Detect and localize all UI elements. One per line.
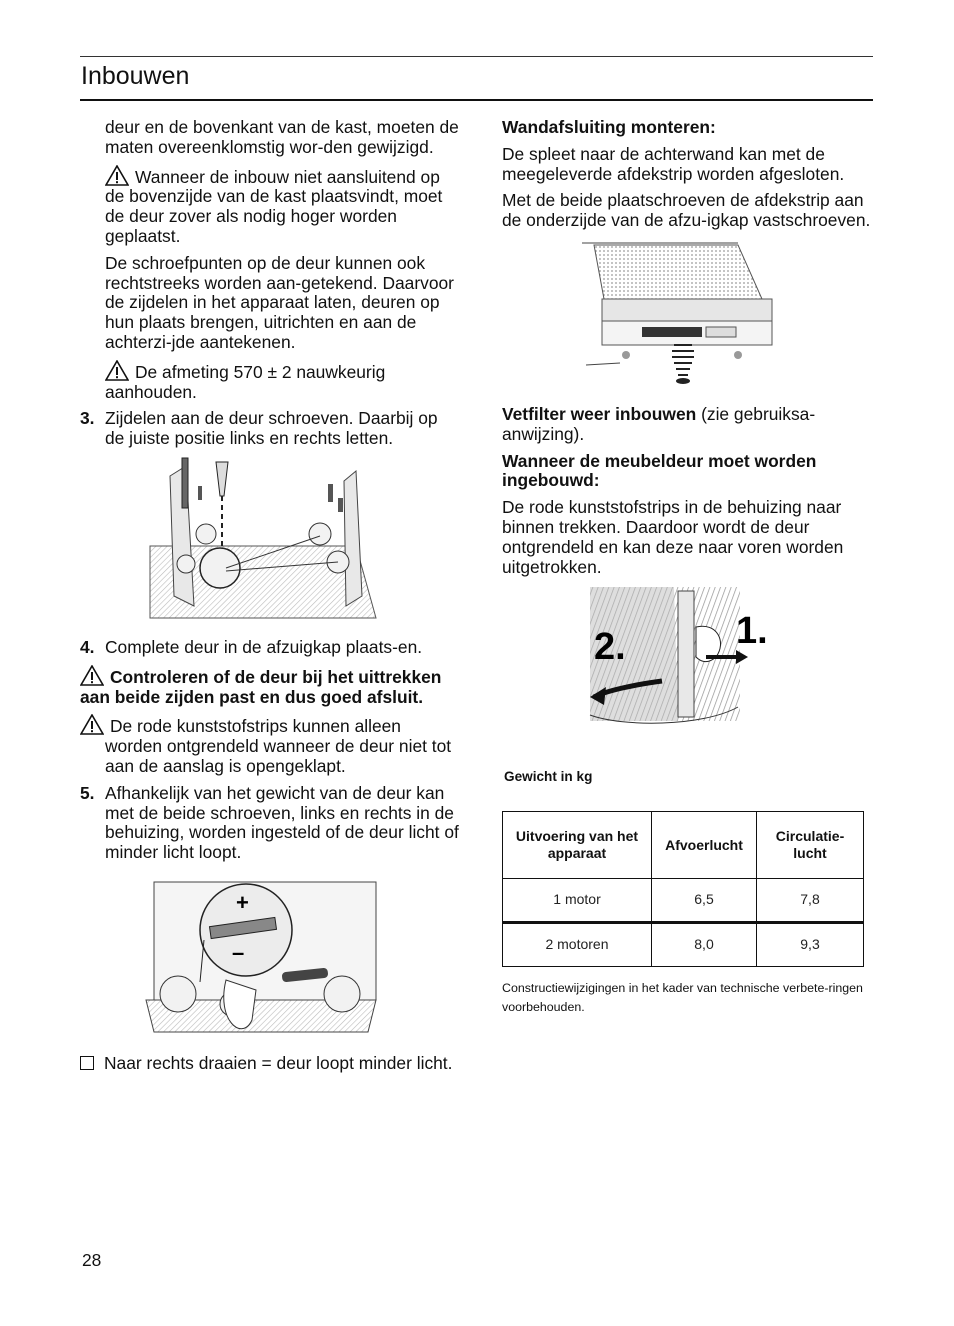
warning-paragraph-bold [80,665,460,708]
figure-label-2: 2. [594,626,626,669]
adjustment-screw-illustration [76,870,456,1042]
table-header: Afvoerlucht [652,812,757,879]
weight-table [502,811,864,967]
minus-sign: – [232,939,245,965]
header-rule-bottom [80,99,873,101]
table-cell: 1 motor [503,879,652,923]
warning-text: De afmeting 570 ± 2 nauwkeurig aanhouden. [105,361,386,402]
step-number: 3. [80,408,95,429]
right-column [502,118,874,1030]
warning-text: De rode kunststofstrips kunnen alleen worden ontgrendeld wanneer de deur niet tot aan de aanslag is opengeklapt. [105,716,452,776]
inline-text: (zie gebruiksa-anwijzing). [502,403,816,444]
warning-text: Controleren of de deur bij het uittrekken aan beide zijden past en dus goed afsluit. [80,666,442,707]
warning-icon [105,360,131,380]
paragraph: De schroefpunten op de deur kunnen ook rechtstreeks worden aan-getekend. Daarvoor de zijdelen in het apparaat laten, deuren op hun plaats brengen, uitrichten en aan de achterzi-jde aantekenen. [105,252,454,352]
checkbox-icon [80,1056,94,1070]
step-4 [80,638,460,658]
section-heading: Wandafsluiting monteren: [502,117,716,137]
step-number: 4. [80,636,95,657]
warning-icon [80,714,106,734]
table-cell: 7,8 [757,879,864,923]
checkbox-text: Naar rechts draaien = deur loopt minder licht. [104,1052,453,1073]
table-row [503,879,864,923]
footnote: Constructiewijzigingen in het kader van technische verbete-ringen voorbehouden. [502,981,863,1015]
weight-table-title: Gewicht in kg [504,769,593,785]
paragraph: Met de beide plaatschroeven de afdekstrip aan de onderzijde van de afzu-igkap vastschroeven. [502,190,871,231]
step-number: 5. [80,782,95,803]
paragraph [502,405,874,445]
section-heading: Wanneer de meubeldeur moet worden ingebouwd: [502,450,817,491]
paragraph: deur en de bovenkant van de kast, moeten de maten overeenklomstig wor-den gewijzigd. [105,117,459,157]
warning-icon [80,665,106,685]
step-text: Complete deur in de afzuigkap plaats-en. [105,636,423,657]
table-row [503,923,864,967]
door-sidepanel-illustration [76,456,456,626]
step-3 [80,409,460,449]
figure-label-1: 1. [736,610,768,653]
step-5 [80,784,460,863]
table-cell: 2 motoren [503,923,652,967]
paragraph: De rode kunststofstrips in de behuizing naar binnen trekken. Daardoor wordt de deur ontgrendeld en kan deze naar voren worden uitgetrokken. [502,497,844,577]
page-title: Inbouwen [81,62,190,90]
release-strip-illustration [502,587,874,727]
inline-bold: Vetfilter weer inbouwen [502,403,697,424]
warning-paragraph [80,360,460,403]
warning-text: Wanneer de inbouw niet aansluitend op de bovenzijde van de kast plaatsvindt, moet de deur zover als nodig hoger worden geplaatst. [105,166,443,246]
left-column [80,118,460,1081]
step-text: Zijdelen aan de deur schroeven. Daarbij op de juiste positie links en rechts letten. [105,408,438,449]
warning-paragraph [80,714,460,776]
checkbox-item [80,1054,460,1074]
table-header: Circulatie-lucht [757,812,864,879]
step-text: Afhankelijk van het gewicht van de deur kan met de beide schroeven, links en rechts in de behuizing, worden ingesteld of de deur licht of minder licht loopt. [105,782,459,863]
warning-paragraph [80,165,460,247]
table-cell: 9,3 [757,923,864,967]
table-cell: 6,5 [652,879,757,923]
plus-sign: + [236,889,249,915]
cover-strip-illustration [502,241,874,393]
warning-icon [105,165,131,185]
header-rule-top [80,56,873,57]
table-cell: 8,0 [652,923,757,967]
table-header: Uitvoering van het apparaat [503,812,652,879]
page-number: 28 [82,1250,102,1270]
table-header-row [503,812,864,879]
paragraph: De spleet naar de achterwand kan met de meegeleverde afdekstrip worden afgesloten. [502,143,845,184]
